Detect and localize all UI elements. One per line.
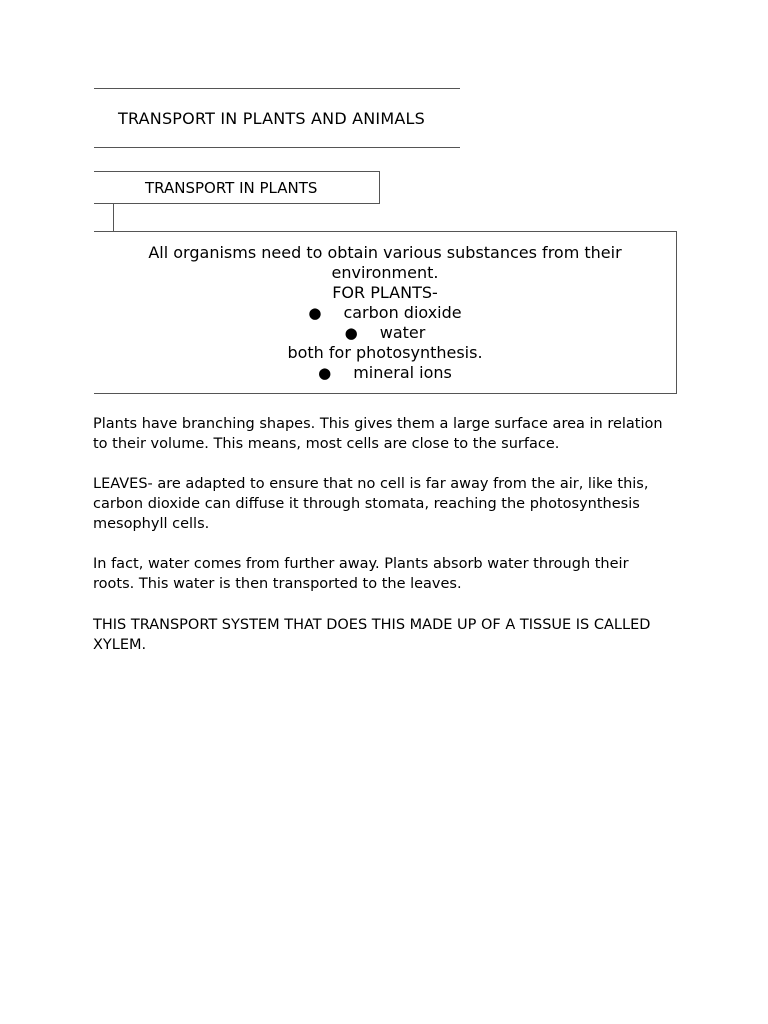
intro-line: All organisms need to obtain various substances from their bbox=[148, 243, 622, 262]
keyword-roots: roots. bbox=[93, 576, 135, 592]
intro-box bbox=[94, 231, 677, 394]
bullet-item: ● mineral ions bbox=[318, 363, 452, 382]
intro-text bbox=[94, 243, 676, 383]
connector-line bbox=[113, 204, 114, 231]
title-box bbox=[94, 88, 460, 148]
keyword-leaves: LEAVES bbox=[93, 476, 148, 492]
keyword-xylem: XYLEM. bbox=[93, 637, 147, 653]
bullet-item: ● water bbox=[344, 323, 426, 342]
intro-line: environment. bbox=[331, 263, 439, 282]
bullet-icon: ● bbox=[318, 364, 332, 382]
bullet-icon: ● bbox=[344, 324, 358, 342]
paragraph-leaves: LEAVES- are adapted to ensure that no cell is far away from the air, like this, carbon dioxide can diffuse it through stomata, reaching the photosynthesis mesophyll cells. bbox=[93, 476, 649, 532]
bullet-item: ● carbon dioxide bbox=[308, 303, 462, 322]
paragraph-branching: Plants have branching shapes. This gives them a large surface area in relation to their volume. This means, most cells are close to the surface. bbox=[93, 416, 663, 452]
bullet-icon: ● bbox=[308, 304, 322, 322]
intro-line: FOR PLANTS- bbox=[332, 283, 438, 302]
subtitle-box bbox=[94, 171, 380, 204]
paragraph-roots: In fact, water comes from further away. Plants absorb water through their roots. This water is then transported to the leaves. bbox=[93, 556, 629, 592]
page-title: TRANSPORT IN PLANTS AND ANIMALS bbox=[118, 109, 425, 128]
paragraph-xylem: THIS TRANSPORT SYSTEM THAT DOES THIS MADE UP OF A TISSUE IS CALLED XYLEM. bbox=[93, 617, 651, 653]
section-title: TRANSPORT IN PLANTS bbox=[145, 179, 318, 197]
intro-line: both for photosynthesis. bbox=[287, 343, 483, 362]
